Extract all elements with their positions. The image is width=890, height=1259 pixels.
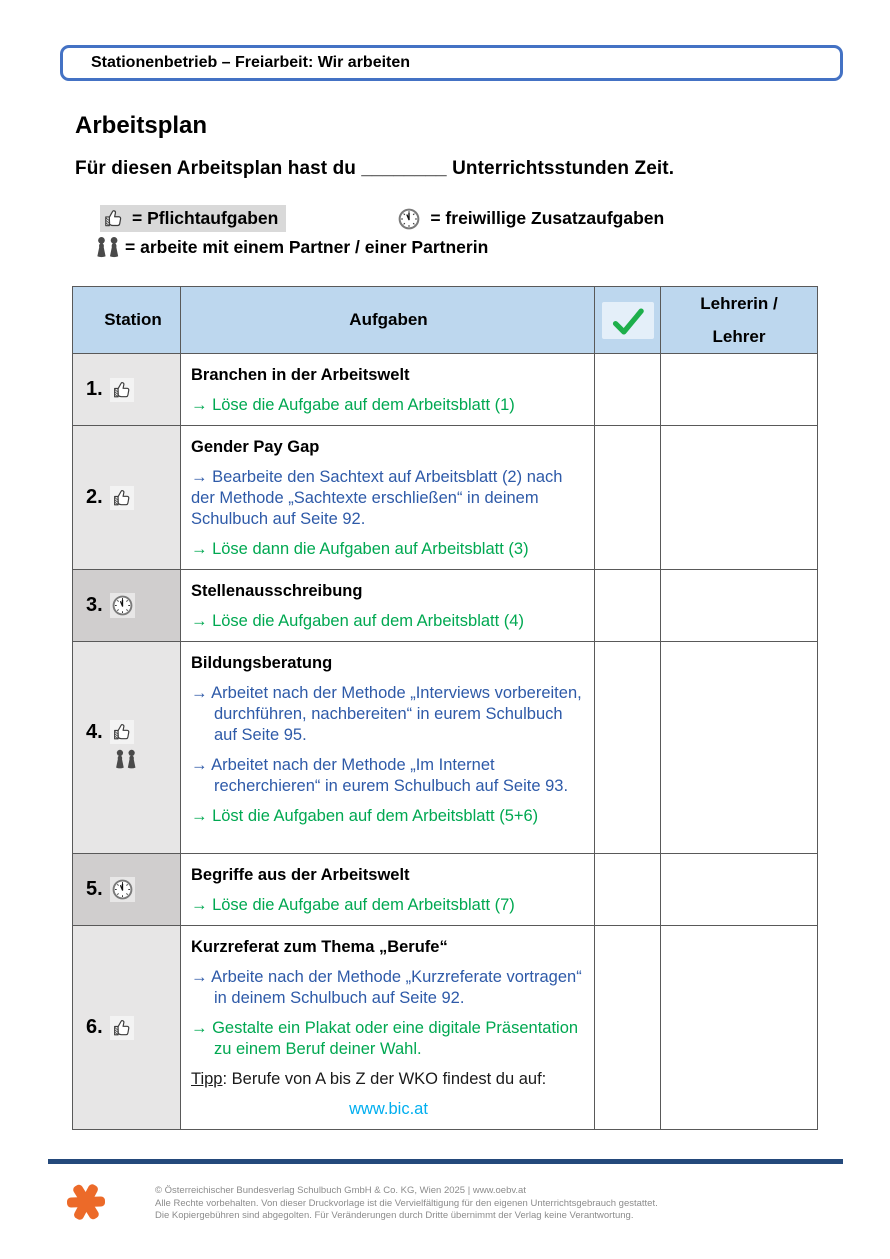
table-row [73, 642, 818, 854]
table-row [73, 926, 818, 1130]
tasks-header-cell [181, 287, 595, 354]
oebv-asterisk-logo [64, 1178, 108, 1231]
task-title: Bildungsberatung [191, 654, 333, 673]
footer-copyright [155, 1185, 855, 1223]
check-header-cell [595, 287, 661, 354]
thumbs-up-icon [110, 720, 134, 744]
task-item: → Löse die Aufgaben auf dem Arbeitsblatt (4) [191, 612, 524, 631]
check-cell [595, 354, 661, 426]
table-header-row [73, 287, 818, 354]
clock-icon [398, 208, 420, 230]
partners-icon [113, 749, 139, 770]
station-number: 5. [86, 878, 103, 901]
thumbs-up-icon [103, 208, 124, 229]
task-title: Branchen in der Arbeitswelt [191, 366, 410, 385]
station-header-label: Station [104, 310, 162, 330]
task-item: → Löse die Aufgabe auf dem Arbeitsblatt (1) [191, 396, 515, 415]
station-cell [73, 926, 181, 1130]
task-title: Kurzreferat zum Thema „Berufe“ [191, 938, 448, 957]
check-cell [595, 854, 661, 926]
task-title: Begriffe aus der Arbeitswelt [191, 866, 410, 885]
legend-partner-label: = arbeite mit einem Partner / einer Partnerin [125, 237, 489, 257]
clock-icon [110, 593, 135, 618]
teacher-header-label: Lehrerin / Lehrer [700, 294, 778, 347]
legend-mandatory [100, 205, 286, 232]
intro-line: Für diesen Arbeitsplan hast du ________ Unterrichtsstunden Zeit. [75, 158, 675, 179]
partners-icon [94, 236, 122, 259]
task-item: → Arbeitet nach der Methode „Im Internet recherchieren“ in eurem Schulbuch auf Seite 93. [191, 756, 569, 796]
teacher-cell [661, 854, 818, 926]
station-cell [73, 854, 181, 926]
station-cell [73, 354, 181, 426]
table-row [73, 854, 818, 926]
work-plan-table [72, 286, 818, 1130]
footer-line-1: © Österreichischer Bundesverlag Schulbuch GmbH & Co. KG, Wien 2025 | www.oebv.at [155, 1185, 526, 1196]
table-body [73, 354, 818, 1130]
station-cell [73, 570, 181, 642]
table-row [73, 570, 818, 642]
task-item: → Löse die Aufgabe auf dem Arbeitsblatt (7) [191, 896, 515, 915]
header-box-title: Stationenbetrieb – Freiarbeit: Wir arbeiten [91, 54, 411, 71]
legend-optional [398, 208, 664, 230]
task-title: Gender Pay Gap [191, 438, 320, 457]
tasks-cell [181, 426, 595, 570]
task-item: → Gestalte ein Plakat oder eine digitale Präsentation zu einem Beruf deiner Wahl. [191, 1019, 579, 1059]
tip-label: Tipp [191, 1070, 223, 1089]
task-item: → Bearbeite den Sachtext auf Arbeitsblatt (2) nach der Methode „Sachtexte erschließen“ in deinem Schulbuch auf Seite 92. [191, 468, 563, 529]
station-header-cell [73, 287, 181, 354]
header-box [60, 45, 843, 81]
task-item: Tipp: Berufe von A bis Z der WKO findest du auf: [191, 1070, 547, 1089]
station-number: 3. [86, 594, 103, 617]
legend-optional-label: = freiwillige Zusatzaufgaben [430, 208, 665, 228]
check-cell [595, 642, 661, 854]
task-item: → Arbeite nach der Methode „Kurzreferate vortragen“ in deinem Schulbuch auf Seite 92. [191, 968, 582, 1008]
task-item: → Arbeitet nach der Methode „Interviews vorbereiten, durchführen, nachbereiten“ in eurem Schulbuch auf Seite 95. [191, 684, 582, 745]
task-link[interactable]: www.bic.at [349, 1100, 428, 1119]
legend-line-2 [94, 236, 820, 259]
thumbs-up-icon [110, 1016, 134, 1040]
thumbs-up-icon [110, 378, 134, 402]
station-cell [73, 426, 181, 570]
tasks-cell [181, 570, 595, 642]
tasks-cell [181, 926, 595, 1130]
check-cell [595, 570, 661, 642]
clock-icon [110, 877, 135, 902]
footer-line-2: Alle Rechte vorbehalten. Von dieser Druckvorlage ist die Vervielfältigung für den eigenen Unterrichtsgebrauch gestattet. [155, 1197, 658, 1209]
teacher-cell [661, 642, 818, 854]
station-number: 2. [86, 486, 103, 509]
table-row [73, 354, 818, 426]
task-item: → Löse dann die Aufgaben auf Arbeitsblatt (3) [191, 540, 529, 559]
station-cell [73, 642, 181, 854]
thumbs-up-icon [110, 486, 134, 510]
teacher-cell [661, 426, 818, 570]
task-item: → Löst die Aufgaben auf dem Arbeitsblatt (5+6) [191, 807, 539, 826]
legend-mandatory-label: = Pflichtaufgaben [132, 208, 279, 228]
station-number: 4. [86, 720, 103, 743]
legend-line-1 [100, 205, 820, 232]
check-cell [595, 926, 661, 1130]
teacher-cell [661, 354, 818, 426]
task-title: Stellenausschreibung [191, 582, 363, 601]
checkmark-icon [602, 302, 654, 339]
table-row [73, 426, 818, 570]
teacher-cell [661, 926, 818, 1130]
tasks-cell [181, 642, 595, 854]
station-number: 1. [86, 378, 103, 401]
legend [100, 205, 820, 259]
footer-divider [48, 1159, 843, 1164]
tasks-cell [181, 354, 595, 426]
tasks-cell [181, 854, 595, 926]
footer-line-3: Die Kopiergebühren sind abgegolten. Für Veränderungen durch Dritte übernimmt der Verlag keine Verantwortung. [155, 1210, 634, 1221]
tasks-header-label: Aufgaben [349, 310, 428, 330]
teacher-header-cell [661, 287, 818, 354]
page-title: Arbeitsplan [75, 112, 208, 139]
teacher-cell [661, 570, 818, 642]
station-number: 6. [86, 1016, 103, 1039]
check-cell [595, 426, 661, 570]
